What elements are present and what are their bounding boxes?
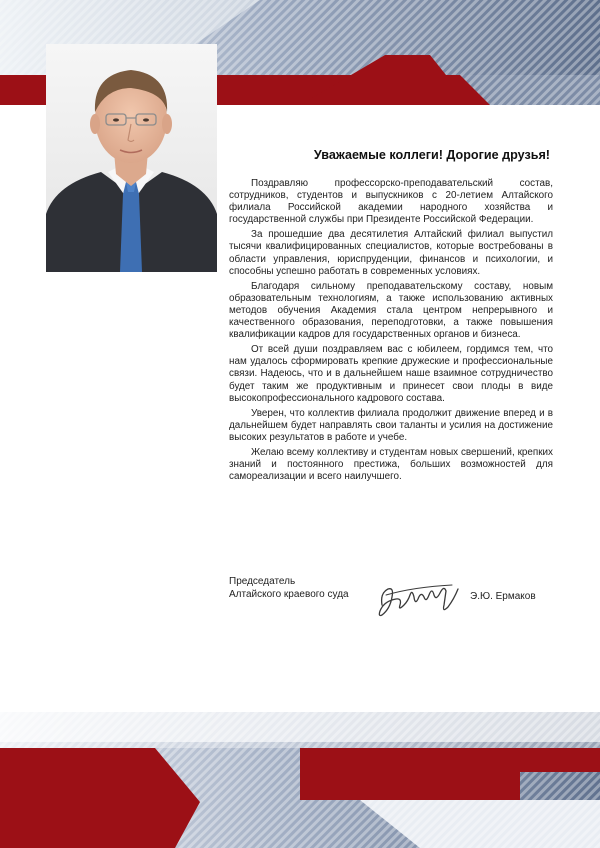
signatory-name: Э.Ю. Ермаков [470,591,536,602]
letter-paragraph: Желаю всему коллективу и студентам новых свершений, крепких знаний и постоянного престижа, больших возможностей для самореализации и всего наилучшего. [229,446,553,483]
bottom-decorative-band [0,712,600,848]
letter-body [229,178,553,486]
letter-paragraph: Уверен, что коллектив филиала продолжит движение вперед и в дальнейшем будет направлять свои таланты и усилия на достижение высоких результатов в работе и учебе. [229,407,553,443]
portrait-photo-icon [46,44,217,272]
letter-paragraph: Благодаря сильному преподавательскому составу, новым образовательным технологиям, а также использованию активных методов обучения Академия стала центром непрерывного и качественного образования, переподготовки, а также повышения квалификации кадров для государственных органов и бизнеса. [229,280,553,341]
portrait-photo [46,44,217,272]
letter-greeting: Уважаемые коллеги! Дорогие друзья! [313,148,550,162]
letter-paragraph: От всей души поздравляем вас с юбилеем, гордимся тем, что нам удалось сформировать крепкие дружеские и профессиональные связи. Надеюсь, что и в дальнейшем наше взаимное сотрудничество будет таким же продуктивным и принесет свои плоды в виде высокопрофессионального кадрового состава. [229,344,553,404]
letter-paragraph: Поздравляю профессорско-преподавательский состав, сотрудников, студентов и выпускников с 20-летием Алтайского филиала Российской академии народного хозяйства и государственной службы при Президенте Российской Федерации. [229,178,553,226]
signature-position-line1: Председатель [229,576,296,587]
signature-position-line2: Алтайского краевого суда [229,588,349,600]
handwritten-signature-icon [374,575,466,621]
signature-position [229,576,349,601]
letter-paragraph: За прошедшие два десятилетия Алтайский филиал выпустил тысячи квалифицированных специалистов, которые востребованы в области управления, юриспруденции, финансов и психологии, и способны успешно работать в современных условиях. [229,229,553,277]
